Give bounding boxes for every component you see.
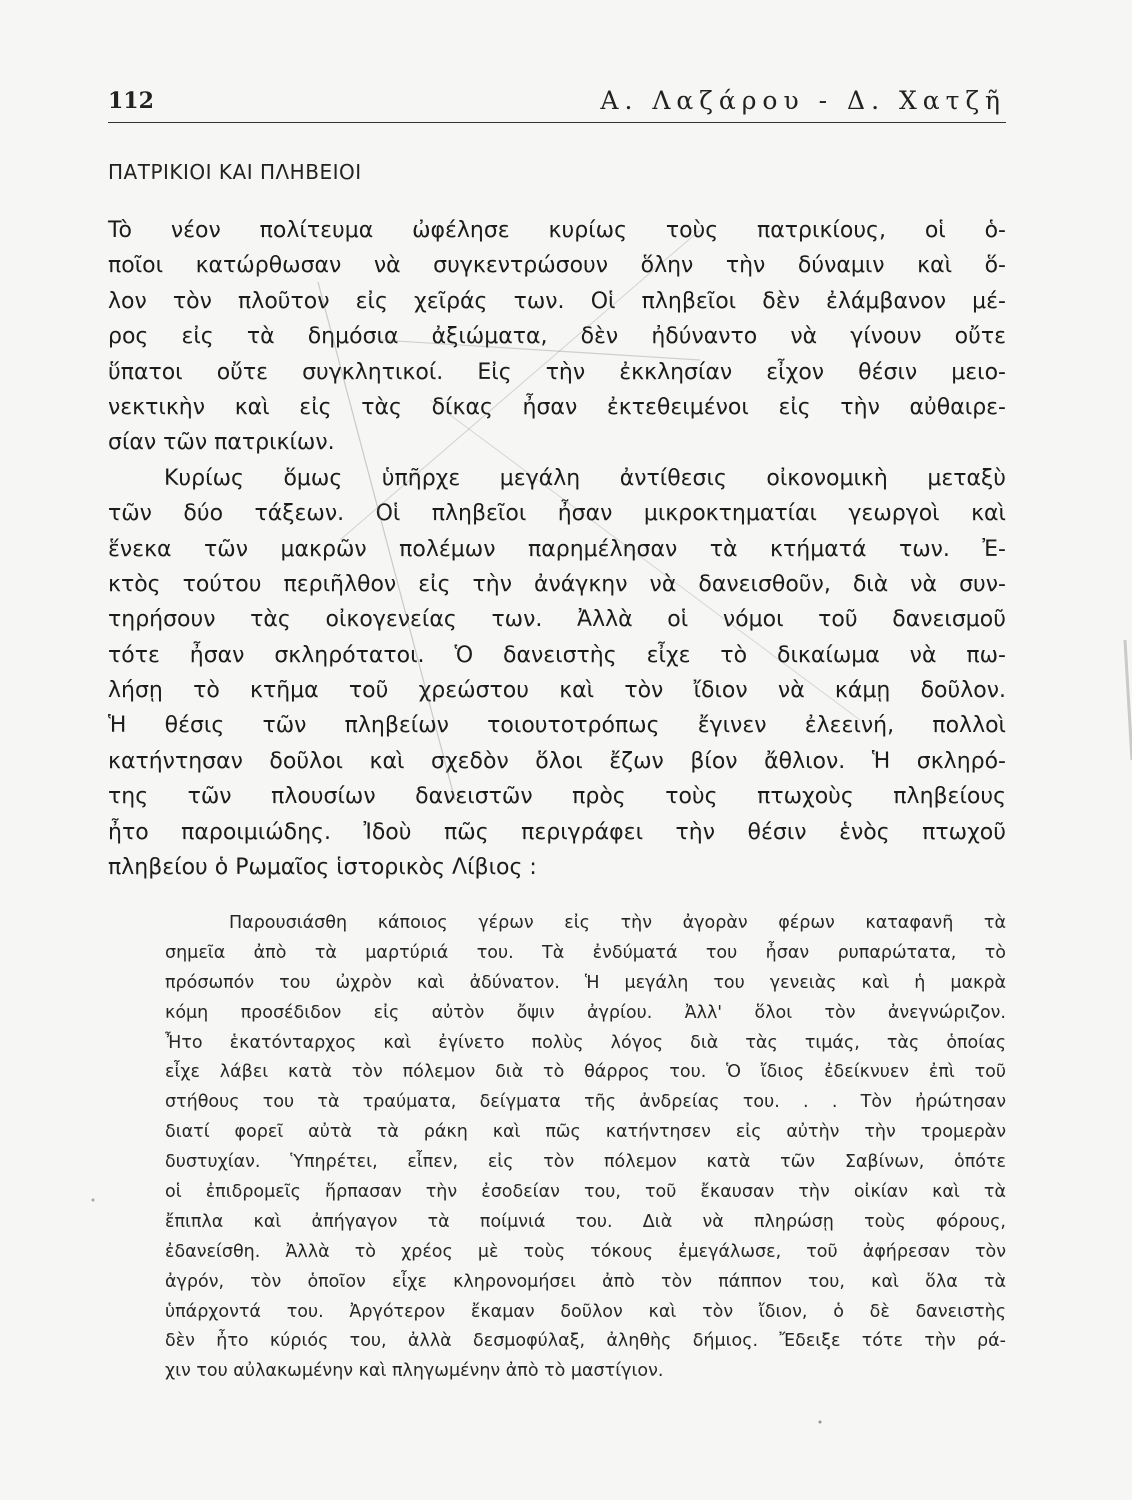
quote-line: σημεῖα ἀπὸ τὰ μαρτύριά του. Τὰ ἐνδύματά του ἦσαν ρυπαρώτατα, τὸ bbox=[165, 942, 1006, 963]
text-line: ἕνεκα τῶν μακρῶν πολέμων παρημέλησαν τὰ κτήματά των. Ἐ- bbox=[108, 536, 1006, 562]
text-line: ἦτο παροιμιώδης. Ἰδοὺ πῶς περιγράφει τὴν θέσιν ἑνὸς πτωχοῦ bbox=[108, 819, 1006, 845]
quote-line: οἱ ἐπιδρομεῖς ἥρπασαν τὴν ἐσοδείαν του, τοῦ ἔκαυσαν τὴν οἰκίαν καὶ τὰ bbox=[165, 1182, 1006, 1203]
text-line: λήσῃ τὸ κτῆμα τοῦ χρεώστου καὶ τὸν ἴδιον νὰ κάμῃ δοῦλον. bbox=[108, 678, 1006, 704]
quote-line: ἀγρόν, τὸν ὁποῖον εἶχε κληρονομήσει ἀπὸ τὸν πάππον του, καὶ ὅλα τὰ bbox=[165, 1271, 1006, 1292]
text-line: κτὸς τούτου περιῆλθον εἰς τὴν ἀνάγκην νὰ δανεισθοῦν, διὰ νὰ συν- bbox=[108, 571, 1006, 597]
main-text bbox=[108, 213, 1006, 885]
quote-line: διατί φορεῖ αὐτὰ τὰ ράκη καὶ πῶς κατήντησεν εἰς αὐτὴν τὴν τρομερὰν bbox=[165, 1122, 1006, 1143]
text-line: νεκτικὴν καὶ εἰς τὰς δίκας ἦσαν ἐκτεθειμένοι εἰς τὴν αὐθαιρε- bbox=[108, 394, 1006, 420]
block-quote bbox=[165, 909, 1006, 1387]
quote-line: χιν του αὐλακωμένην καὶ πληγωμένην ἀπὸ τὸ μαστίγιον. bbox=[165, 1361, 664, 1382]
quote-line: Παρουσιάσθη κάποιος γέρων εἰς τὴν ἀγορὰν φέρων καταφανῆ τὰ bbox=[229, 913, 1006, 933]
quote-line: στήθους του τὰ τραύματα, δείγματα τῆς ἀνδρείας του. . . Τὸν ἠρώτησαν bbox=[165, 1092, 1006, 1113]
page-header bbox=[108, 82, 1006, 123]
section-title: ΠΑΤΡΙΚΙΟΙ ΚΑΙ ΠΛΗΒΕΙΟΙ bbox=[108, 160, 362, 184]
text-line: σίαν τῶν πατρικίων. bbox=[108, 430, 335, 456]
quote-line: δυστυχίαν. Ὑπηρέτει, εἶπεν, εἰς τὸν πόλεμον κατὰ τῶν Σαβίνων, ὁπότε bbox=[165, 1152, 1006, 1173]
show-through-stroke bbox=[1125, 640, 1132, 760]
quote-line: εἶχε λάβει κατὰ τὸν πόλεμον διὰ τὸ θάρρος του. Ὁ ἴδιος ἐδείκνυεν ἐπὶ τοῦ bbox=[165, 1062, 1006, 1083]
text-line: τῶν δύο τάξεων. Οἱ πληβεῖοι ἦσαν μικροκτηματίαι γεωργοὶ καὶ bbox=[108, 501, 1006, 527]
page-number: 112 bbox=[108, 88, 154, 114]
text-line: της τῶν πλουσίων δανειστῶν πρὸς τοὺς πτωχοὺς πληβείους bbox=[108, 784, 1006, 810]
text-line: Tò νέον πολίτευμα ὠφέλησε κυρίως τοὺς πατρικίους, οἱ ὁ- bbox=[108, 218, 1006, 243]
text-line: τότε ἦσαν σκληρότατοι. Ὁ δανειστὴς εἶχε τὸ δικαίωμα νὰ πω- bbox=[108, 642, 1006, 668]
quote-line: ἔπιπλα καὶ ἀπήγαγον τὰ ποίμνιά του. Διὰ νὰ πληρώσῃ τοὺς φόρους, bbox=[165, 1211, 1006, 1232]
quote-line: ὑπάρχοντά του. Ἀργότερον ἔκαμαν δοῦλον καὶ τὸν ἴδιον, ὁ δὲ δανειστὴς bbox=[165, 1301, 1006, 1322]
quote-line: Ἦτο ἑκατόνταρχος καὶ ἐγίνετο πολὺς λόγος διὰ τὰς τιμάς, τὰς ὁποίας bbox=[165, 1032, 1006, 1053]
quote-line: πρόσωπόν του ὠχρὸν καὶ ἀδύνατον. Ἡ μεγάλη του γενειὰς καὶ ἡ μακρὰ bbox=[165, 972, 1006, 993]
quote-line: δὲν ἦτο κύριός του, ἀλλὰ δεσμοφύλαξ, ἀληθὴς δήμιος. Ἔδειξε τότε τὴν ρά- bbox=[165, 1331, 1006, 1352]
speck-mark bbox=[819, 1421, 822, 1424]
text-line: Κυρίως ὅμως ὑπῆρχε μεγάλη ἀντίθεσις οἰκονομικὴ μεταξὺ bbox=[164, 465, 1006, 491]
quote-line: ἐδανείσθη. Ἀλλὰ τὸ χρέος μὲ τοὺς τόκους ἐμεγάλωσε, τοῦ ἀφήρεσαν τὸν bbox=[165, 1241, 1006, 1262]
text-line: πληβείου ὁ Ρωμαῖος ἱστορικὸς Λίβιος : bbox=[108, 855, 537, 881]
text-line: Ἡ θέσις τῶν πληβείων τοιουτοτρόπως ἔγινεν ἐλεεινή, πολλοὶ bbox=[108, 713, 1006, 739]
quote-line: κόμη προσέδιδον εἰς αὐτὸν ὄψιν ἀγρίου. Ἀλλ' ὅλοι τὸν ἀνεγνώριζον. bbox=[165, 1002, 1006, 1023]
text-line: λον τὸν πλοῦτον εἰς χεῖράς των. Οἱ πληβεῖοι δὲν ἐλάμβανον μέ- bbox=[108, 288, 1006, 314]
text-line: κατήντησαν δοῦλοι καὶ σχεδὸν ὅλοι ἔζων βίον ἄθλιον. Ἡ σκληρό- bbox=[108, 748, 1006, 774]
text-line: ὕπατοι οὔτε συγκλητικοί. Εἰς τὴν ἐκκλησίαν εἶχον θέσιν μειο- bbox=[108, 359, 1006, 385]
text-line: ποῖοι κατώρθωσαν νὰ συγκεντρώσουν ὅλην τὴν δύναμιν καὶ ὅ- bbox=[108, 253, 1006, 279]
running-head: Α. Λαζάρου - Δ. Χατζῆ bbox=[600, 86, 1006, 115]
text-line: ρος εἰς τὰ δημόσια ἀξιώματα, δὲν ἠδύναντο νὰ γίνουν οὔτε bbox=[108, 324, 1006, 350]
text-line: τηρήσουν τὰς οἰκογενείας των. Ἀλλὰ οἱ νόμοι τοῦ δανεισμοῦ bbox=[108, 607, 1006, 633]
speck-mark bbox=[92, 1199, 95, 1202]
